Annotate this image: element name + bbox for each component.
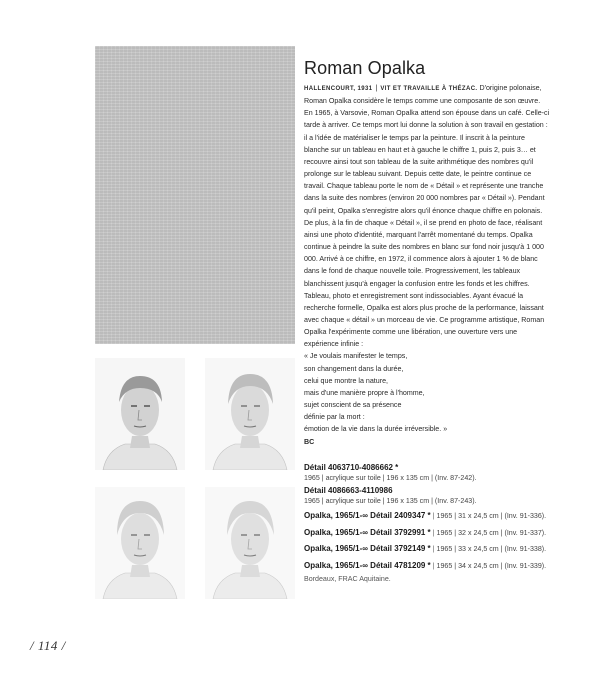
photo-meta: 1965 | 33 x 24,5 cm | (Inv. 91-338).	[436, 545, 547, 554]
work-entry	[304, 462, 554, 484]
bio-paragraph: En 1965, à Varsovie, Roman Opalka attend son épouse dans un café. Celle-ci tarde à arriver. Ce temps mort lui donne la solution à son travail en gestation : il a l'idée de matérialiser le temps par la peinture. Il inscrit à la peinture blanche sur un tableau en haut et à gauche le chiffre 1, puis 2, puis 3… et recouvre ainsi tout son tableau de la suite arithmétique des nombres qu'il prolonge sur le tableau suivant. Depuis cette date, le peintre continue ce travail. Chaque tableau porte le nom de « Détail » et représente une tranche dans la suite des nombres (environ 20 000 nombres par « Détail »). Pendant qu'il peint, Opalka s'enregistre alors qu'il énonce chaque chiffre en polonais. De plus, à la fin de chaque « Détail », il se prend en photo de face, réalisant ainsi une photo d'identité, marquant l'arrêt momentané du temps. Opalka continue à peindre la suite des nombres en blanc sur fond noir jusqu'à 1 000 000. Arrivé à ce chiffre, en 1972, il commence alors à ajouter 1 % de blanc dans le fond de chaque nouvelle toile. Progressivement, les tableaux blanchissent jusqu'à engager la confusion entre les fonds et les chiffres. Tableau, photo et enregistrement sont indissociables. Ayant évacué la recherche formelle, Opalka est alors plus proche de la performance, laissant avec chaque « détail » un morceau de vie. Ce programme artistique, Roman Opalka l'expérimente comme une libération, une ouverture vers une expérience infinie :	[304, 109, 550, 349]
separator: |	[432, 528, 435, 537]
separator: |	[375, 84, 378, 92]
separator: |	[432, 545, 435, 554]
photo-entry	[304, 525, 554, 542]
residence-label: VIT ET TRAVAILLE À THÉZAC.	[380, 86, 478, 92]
painting-detail-image	[95, 46, 295, 344]
poem-line: sujet conscient de sa présence	[304, 401, 402, 410]
portrait-photo-1	[95, 358, 185, 470]
portrait-photo-2	[205, 358, 295, 470]
artist-biography	[304, 82, 550, 448]
portrait-photo-4	[205, 487, 295, 599]
poem-line: « Je voulais manifester le temps,	[304, 352, 408, 361]
works-list	[304, 462, 554, 585]
poem-line: son changement dans la durée,	[304, 364, 404, 373]
page-number: / 114 /	[30, 638, 66, 653]
photo-title: Opalka, 1965/1-∞ Détail 3792149 *	[304, 544, 431, 554]
work-title: Détail 4063710-4086662 *	[304, 463, 399, 472]
quote-poem	[304, 350, 550, 435]
intro-text: D'origine polonaise, Roman Opalka considère le temps comme une composante de son œuvre.	[304, 84, 542, 106]
bio-intro	[304, 82, 550, 107]
poem-line: celui que montre la nature,	[304, 376, 388, 385]
photo-entry	[304, 558, 554, 575]
poem-line: définie par la mort :	[304, 413, 365, 422]
origin-label: HALLENCOURT, 1931	[304, 86, 373, 92]
poem-line: mais d'une manière propre à l'homme,	[304, 388, 425, 397]
photo-meta: 1965 | 34 x 24,5 cm | (Inv. 91-339).	[436, 561, 547, 570]
photo-entry	[304, 541, 554, 558]
work-entry	[304, 485, 554, 507]
artist-name-heading: Roman Opalka	[304, 58, 426, 78]
collection-credit: Bordeaux, FRAC Aquitaine.	[304, 575, 391, 584]
photo-title: Opalka, 1965/1-∞ Détail 3792991 *	[304, 527, 431, 537]
separator: |	[432, 512, 435, 520]
photo-title: Opalka, 1965/1-∞ Détail 4781209 *	[304, 560, 431, 570]
photo-meta: 1965 | 31 x 24,5 cm | (Inv. 91-336).	[436, 512, 547, 520]
photo-entry	[304, 508, 554, 525]
work-meta: 1965 | acrylique sur toile | 196 x 135 cm | (Inv. 87-243).	[304, 497, 477, 505]
photo-meta: 1965 | 32 x 24,5 cm | (Inv. 91-337).	[436, 528, 547, 537]
work-title: Détail 4086663-4110986	[304, 486, 393, 495]
poem-line: émotion de la vie dans la durée irréversible. »	[304, 425, 448, 434]
work-meta: 1965 | acrylique sur toile | 196 x 135 cm | (Inv. 87-242).	[304, 474, 477, 482]
separator: |	[432, 561, 435, 570]
author-initials: BC	[304, 437, 315, 446]
portrait-photo-3	[95, 487, 185, 599]
photo-title: Opalka, 1965/1-∞ Détail 2409347 *	[304, 511, 431, 520]
